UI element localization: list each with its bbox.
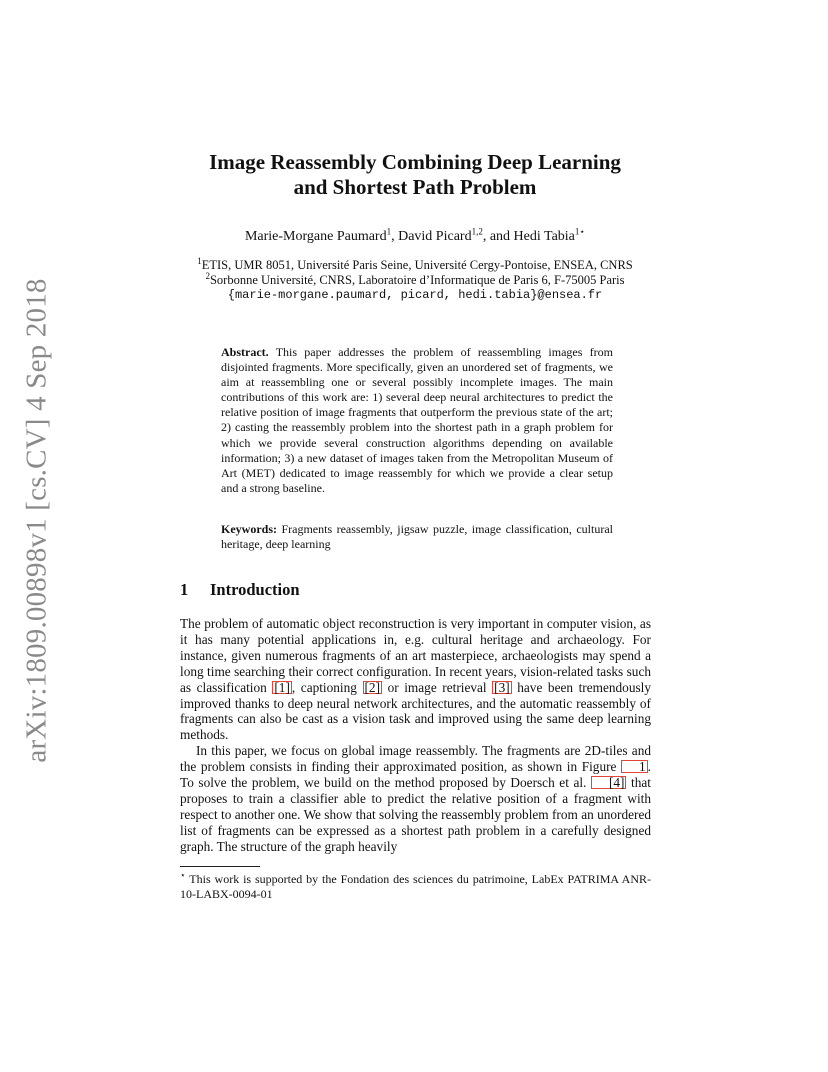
paragraph-2 <box>180 743 651 854</box>
footnote-rule <box>180 866 260 867</box>
keywords <box>221 522 613 552</box>
affiliation-text: Sorbonne Université, CNRS, Laboratoire d’Informatique de Paris 6, F-75005 Paris <box>209 273 625 287</box>
affiliation-mark: 1 <box>197 255 202 266</box>
keywords-label: Keywords: <box>221 522 277 536</box>
author-affil-mark: 1,2 <box>471 226 483 237</box>
section-heading <box>180 580 300 600</box>
affiliation-mark: 2 <box>205 270 210 281</box>
footnote <box>180 872 651 901</box>
section-title: Introduction <box>210 580 300 599</box>
arxiv-identifier: arXiv:1809.00898v1 [cs.CV] 4 Sep 2018 <box>20 277 53 763</box>
figure-link-1[interactable]: 1 <box>621 760 648 773</box>
abstract-label: Abstract. <box>221 345 269 359</box>
paragraph-text: The problem of automatic object reconstruction is very important in computer vision, as it has many potential applications in, e.g. cultural heritage and archaeology. For instance, given numerous fragments of an art masterpiece, archaeologists may spend a long time searching their correct configuration. In recent years, vision-related tasks such as classification <box>180 616 651 695</box>
author-name: , David Picard <box>391 229 472 244</box>
arxiv-side-stamp <box>20 277 54 763</box>
author-list <box>150 226 680 245</box>
title-line-2: and Shortest Path Problem <box>293 175 537 199</box>
abstract <box>221 345 613 496</box>
paragraph-text: . To solve the problem, we build on the method proposed by Doersch et al. <box>180 759 651 791</box>
keywords-text: Fragments reassembly, jigsaw puzzle, image classification, cultural heritage, deep learning <box>221 522 613 552</box>
footnote-text: This work is supported by the Fondation des sciences du patrimoine, LabEx PATRIMA ANR-10-LABX-0094-01 <box>180 872 651 901</box>
citation-link-4[interactable]: [4] <box>591 776 627 789</box>
section-number: 1 <box>180 580 189 599</box>
author-name: Marie-Morgane Paumard <box>244 229 387 244</box>
author-affil-mark: 1 <box>386 226 392 237</box>
affiliation-1 <box>150 255 680 273</box>
affiliation-text: ETIS, UMR 8051, Université Paris Seine, Université Cergy-Pontoise, ENSEA, CNRS <box>201 258 633 272</box>
paragraph-text: , captioning <box>291 679 363 695</box>
citation-link-1[interactable]: [1] <box>274 679 290 695</box>
affiliations <box>150 255 680 303</box>
paper-title <box>150 150 680 200</box>
citation-link-3[interactable]: [3] <box>494 679 510 695</box>
abstract-text: This paper addresses the problem of reassembling images from disjointed fragments. More specifically, given an unordered set of fragments, we aim at reassembling one or several possibly incomplete images. The main contributions of this work are: 1) several deep neural architectures to predict the relative position of image fragments that outperform the previous state of the art; 2) casting the reassembly problem into the shortest path in a graph problem for which we provide several construction algorithms depending on available information; 3) a new dataset of images taken from the Metropolitan Museum of Art (MET) dedicated to image reassembly for which we provide a clear setup and a strong baseline. <box>221 345 613 495</box>
paragraph-text: that proposes to train a classifier able to predict the relative position of a fragment with respect to another one. We show that solving the reassembly problem from an unordered list of fragments can be expressed as a shortest path problem in a carefully designed graph. The structure of the graph heavily <box>180 775 651 854</box>
paragraph-1 <box>180 616 651 743</box>
author-emails: {marie-morgane.paumard, picard, hedi.tabia}@ensea.fr <box>227 288 603 302</box>
introduction-body <box>180 616 651 855</box>
paragraph-text: have been tremendously improved thanks to deep neural network architectures, and the automatic reassembly of fragments can also be cast as a vision task and improved using the same deep learning methods. <box>180 679 651 743</box>
paragraph-text: In this paper, we focus on global image reassembly. The fragments are 2D-tiles and the problem consists in finding their approximated position, as shown in Figure <box>180 743 651 775</box>
paragraph-text: or image retrieval <box>382 679 493 695</box>
title-line-1: Image Reassembly Combining Deep Learning <box>209 150 621 174</box>
citation-link-2[interactable]: [2] <box>364 679 381 695</box>
author-name: , and Hedi Tabia <box>482 229 575 244</box>
affiliation-2 <box>150 270 680 288</box>
author-affil-mark: 1⋆ <box>574 226 586 237</box>
footnote-mark: ⋆ <box>180 870 186 880</box>
